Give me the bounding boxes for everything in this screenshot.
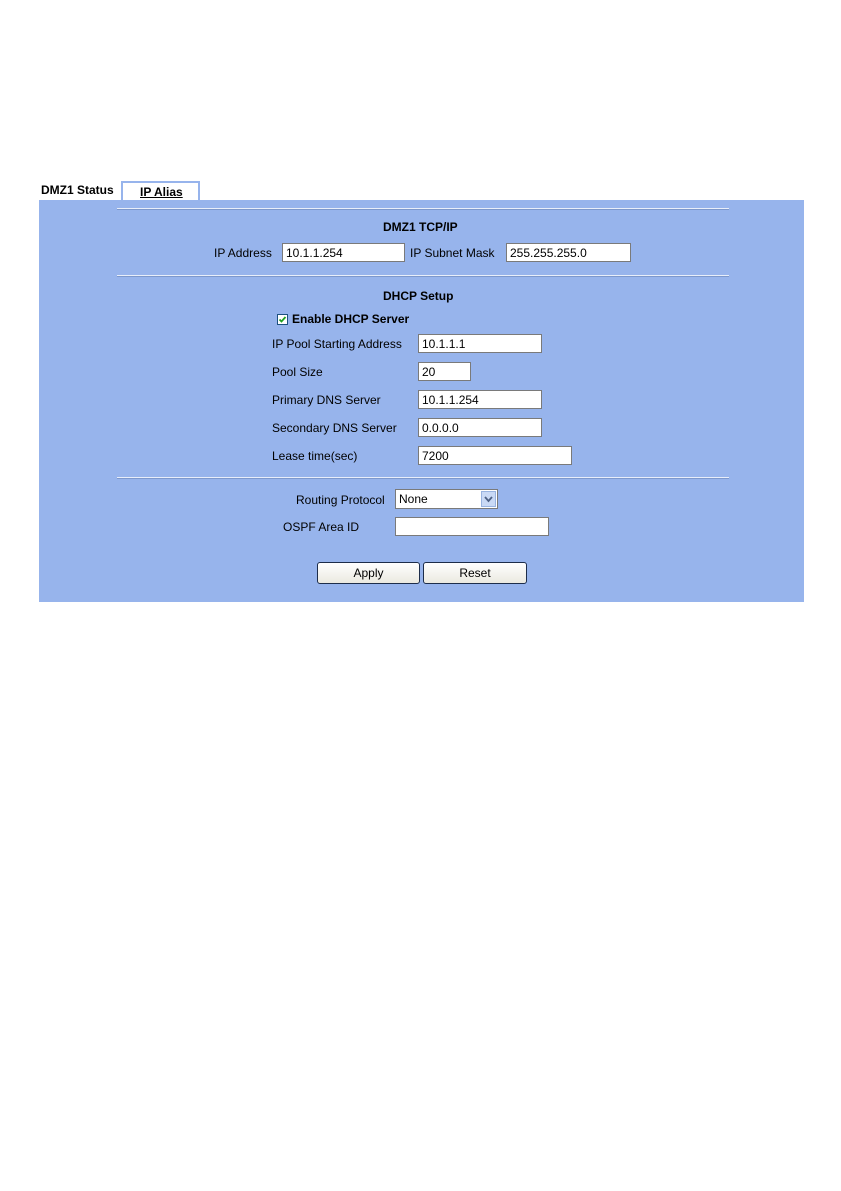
- primary-dns-label: Primary DNS Server: [272, 393, 381, 407]
- subnet-mask-input[interactable]: [506, 243, 631, 262]
- pool-start-input[interactable]: [418, 334, 542, 353]
- divider: [117, 208, 729, 210]
- reset-button[interactable]: Reset: [423, 562, 527, 584]
- apply-button[interactable]: Apply: [317, 562, 420, 584]
- pool-size-input[interactable]: [418, 362, 471, 381]
- checkmark-icon: [278, 315, 287, 324]
- pool-start-label: IP Pool Starting Address: [272, 337, 402, 351]
- ip-address-input[interactable]: [282, 243, 405, 262]
- divider: [117, 477, 729, 479]
- dhcp-heading: DHCP Setup: [383, 289, 454, 303]
- tcpip-heading: DMZ1 TCP/IP: [383, 220, 458, 234]
- dmz-settings-panel: [39, 200, 804, 602]
- routing-protocol-label: Routing Protocol: [296, 493, 385, 507]
- tab-dmz1-status[interactable]: DMZ1 Status: [41, 183, 114, 197]
- routing-protocol-select[interactable]: [395, 489, 498, 509]
- divider: [117, 275, 729, 277]
- ospf-area-input[interactable]: [395, 517, 549, 536]
- subnet-mask-label: IP Subnet Mask: [410, 246, 495, 260]
- lease-time-label: Lease time(sec): [272, 449, 358, 463]
- routing-protocol-value: None: [399, 492, 428, 506]
- chevron-down-icon[interactable]: [481, 491, 496, 507]
- ospf-area-label: OSPF Area ID: [283, 520, 360, 534]
- pool-size-label: Pool Size: [272, 365, 323, 379]
- primary-dns-input[interactable]: [418, 390, 542, 409]
- ip-address-label: IP Address: [214, 246, 272, 260]
- enable-dhcp-label: Enable DHCP Server: [292, 312, 410, 326]
- secondary-dns-label: Secondary DNS Server: [272, 421, 397, 435]
- enable-dhcp-checkbox[interactable]: [277, 314, 288, 325]
- tab-ip-alias[interactable]: IP Alias: [121, 181, 200, 200]
- lease-time-input[interactable]: [418, 446, 572, 465]
- secondary-dns-input[interactable]: [418, 418, 542, 437]
